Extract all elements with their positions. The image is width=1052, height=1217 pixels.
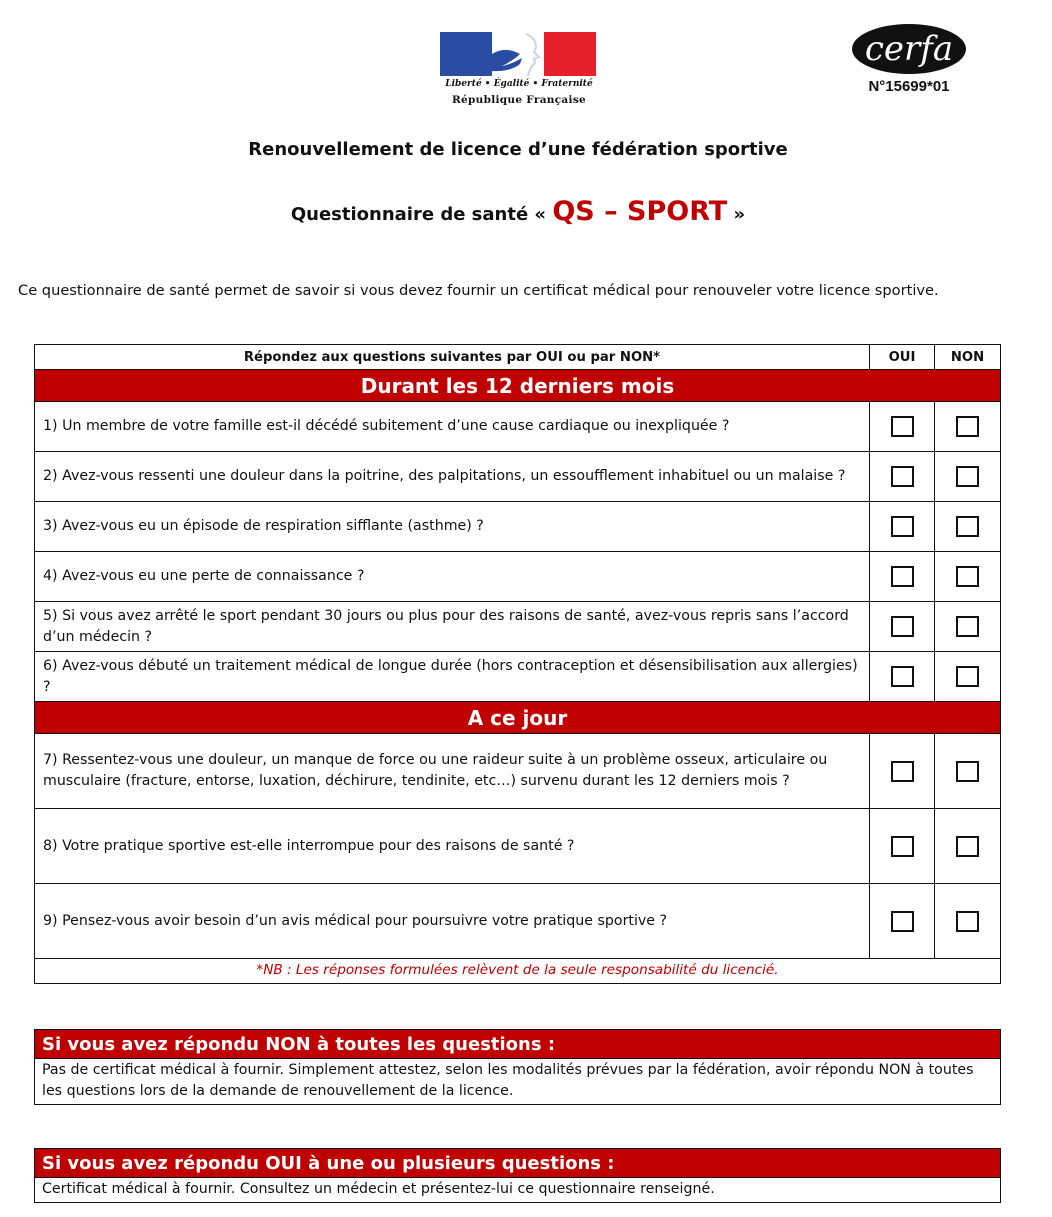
question-text: 1) Un membre de votre famille est-il décédé subitement d’une cause cardiaque ou inexpliquée ? [35,402,870,451]
questionnaire-table [34,344,1001,984]
question-text: 8) Votre pratique sportive est-elle interrompue pour des raisons de santé ? [35,809,870,883]
question-row-3 [35,502,1000,552]
q2-oui-checkbox[interactable] [891,466,914,487]
question-row-1 [35,402,1000,452]
subtitle-highlight: QS – SPORT [552,196,728,227]
q7-non-checkbox[interactable] [956,761,979,782]
q4-oui-checkbox[interactable] [891,566,914,587]
question-text: 6) Avez-vous débuté un traitement médical de longue durée (hors contraception et désensibilisation aux allergies) ? [35,652,870,701]
col-non-header: NON [950,349,985,365]
question-text: 7) Ressentez-vous une douleur, un manque de force ou une raideur suite à un problème osseux, articulaire ou musculaire (fracture, entorse, luxation, déchirure, tendinite, etc…) survenu durant les 12 derniers mois ? [35,734,870,808]
section-header-today: A ce jour [35,702,1000,734]
responsibility-note: *NB : Les réponses formulées relèvent de la seule responsabilité du licencié. [256,962,779,978]
republic-name: République Française [451,94,587,106]
form-title: Renouvellement de licence d’une fédération sportive [248,139,788,160]
marianne-profile-icon [492,32,544,76]
q3-non-checkbox[interactable] [956,516,979,537]
non-answers-box [34,1029,1001,1105]
subtitle-suffix: » [733,204,746,225]
question-text: 2) Avez-vous ressenti une douleur dans la poitrine, des palpitations, un essoufflement inhabituel ou un malaise ? [35,452,870,501]
intro-text: Ce questionnaire de santé permet de savoir si vous devez fournir un certificat médical pour renouveler votre licence sportive. [18,282,939,299]
question-row-5 [35,602,1000,652]
oui-answers-box [34,1148,1001,1203]
non-answers-heading: Si vous avez répondu NON à toutes les questions : [35,1030,1000,1059]
non-answers-text: Pas de certificat médical à fournir. Simplement attestez, selon les modalités prévues par la fédération, avoir répondu NON à toutes les questions lors de la demande de renouvellement de la licence. [42,1062,974,1099]
question-text: 3) Avez-vous eu un épisode de respiration sifflante (asthme) ? [35,502,870,551]
question-row-2 [35,452,1000,502]
col-oui-header: OUI [870,345,935,369]
form-subtitle [0,196,1036,227]
q1-non-checkbox[interactable] [956,416,979,437]
question-row-8 [35,809,1000,884]
q9-non-checkbox[interactable] [956,911,979,932]
q1-oui-checkbox[interactable] [891,416,914,437]
question-text: 4) Avez-vous eu une perte de connaissance ? [35,552,870,601]
oui-answers-text: Certificat médical à fournir. Consultez un médecin et présentez-lui ce questionnaire renseigné. [42,1181,715,1197]
cerfa-logo [850,24,968,100]
cerfa-wordmark: cerfa [852,24,966,74]
q2-non-checkbox[interactable] [956,466,979,487]
q5-non-checkbox[interactable] [956,616,979,637]
q5-oui-checkbox[interactable] [891,616,914,637]
table-header-instruction: Répondez aux questions suivantes par OUI ou par NON* [35,345,870,369]
q3-oui-checkbox[interactable] [891,516,914,537]
q8-oui-checkbox[interactable] [891,836,914,857]
question-text: 5) Si vous avez arrêté le sport pendant 30 jours ou plus pour des raisons de santé, avez-vous repris sans l’accord d’un médecin ? [35,602,870,651]
oui-answers-heading: Si vous avez répondu OUI à une ou plusieurs questions : [35,1149,1000,1178]
table-header-row [35,345,1000,370]
question-row-6 [35,652,1000,702]
q9-oui-checkbox[interactable] [891,911,914,932]
q6-non-checkbox[interactable] [956,666,979,687]
subtitle-prefix: Questionnaire de santé « [290,204,547,225]
q6-oui-checkbox[interactable] [891,666,914,687]
republique-francaise-logo [440,32,598,114]
republic-motto: Liberté • Égalité • Fraternité [445,79,593,89]
q8-non-checkbox[interactable] [956,836,979,857]
cerfa-number: N°15699*01 [868,78,950,95]
q7-oui-checkbox[interactable] [891,761,914,782]
q4-non-checkbox[interactable] [956,566,979,587]
question-row-4 [35,552,1000,602]
question-text: 9) Pensez-vous avoir besoin d’un avis médical pour poursuivre votre pratique sportive ? [35,884,870,958]
section-header-12-months: Durant les 12 derniers mois [35,370,1000,402]
tricolor-flag [440,32,596,76]
question-row-7 [35,734,1000,809]
question-row-9 [35,884,1000,959]
